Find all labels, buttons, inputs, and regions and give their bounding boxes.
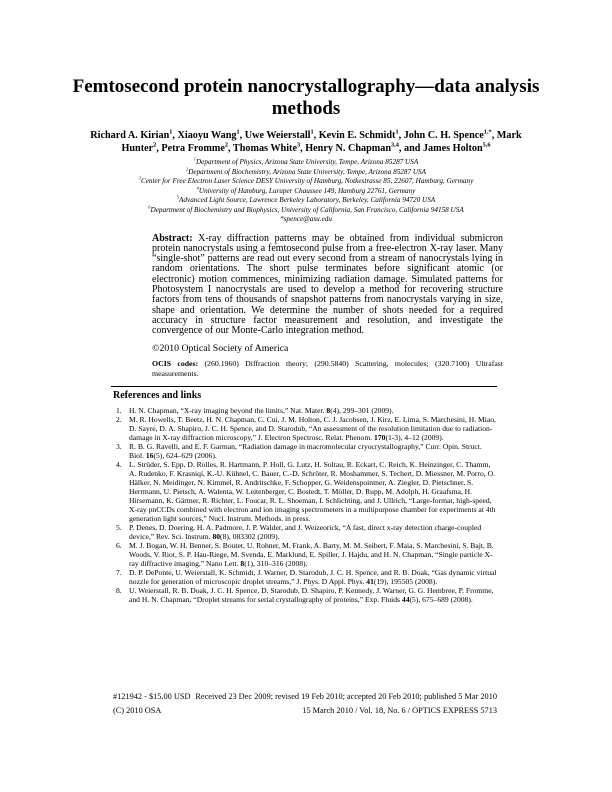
- affiliation-line: $^3$Center for Free Electron Laser Science DESY University of Hamburg, Notkestrasse 85, 22607, Hamburg, Germany: [138, 175, 474, 185]
- references-heading: References and links: [113, 389, 202, 401]
- reference-item: [113, 568, 497, 586]
- reference-text: L. Strüder, S. Epp, D. Rolles, R. Hartmann, P. Holl, G. Lutz, H. Soltau, R. Eckart, C. Reich, K. Heinzinger, C. Thamm, A. Rudenko, F. Krasniqi, K.-U. Kühnel, C. Bauer, C.-D. Schröter, R. Moshammer, S. Techert, D. Miessner, M. Porro, O. Hälker, N. Meidinger, N. Kimmel, R. Andritschke, F. Schopper, G. Weidenspointner, A. Ziegler, D. Pietschner, S. Herrmann, U. Pietsch, A. Walenta, W. Leitenberger, C. Bostedt, T. Möller, D. Rupp, M. Adolph, H. Graafsma, H. Hirsemann, K. Gärtner, R. Richter, L. Foucar, R. L. Shoeman, I. Schlichting, and J. Ullrich, “Large-format, high-speed, X-ray pnCCDs combined with electron and ion imaging spectrometers in a multipurpose chamber for experiments at 4th generation light sources,” Nucl. Instrum. Methods. in press.: [129, 459, 496, 523]
- reference-number: 8.: [116, 585, 122, 595]
- affiliation-line: $^5$Advanced Light Source, Lawrence Berkeley Laboratory, Berkeley, California 94720 USA: [176, 194, 436, 204]
- reference-number: 7.: [116, 567, 122, 577]
- ocis-label: OCIS codes:: [152, 359, 199, 369]
- reference-text: R. B. G. Ravelli, and E. F. Garman, “Radiation damage in macromolecular cryocrystallography,” Curr. Opin. Struct. Biol. 16(5), 624–629 (2006).: [129, 441, 482, 460]
- paper-header: [0, 0, 612, 225]
- reference-text: D. P. DePonte, U. Weierstall, K. Schmidt, J. Warner, D. Starodub, J. C. H. Spence, and R. B. Doak, “Gas dynamic virtual nozzle for generation of microscopic droplet streams,” J. Phys. D Appl. Phys. 41(19), 195505 (2008).: [129, 567, 497, 586]
- reference-text: M. J. Bogan, W. H. Benner, S. Boutet, U. Rohner, M. Frank, A. Barty, M. M. Seibert, F. Maia, S. Marchesini, S. Bajt, B. Woods, V. Riot, S. P. Hau-Riege, M. Svenda, E. Marklund, E. Spiller, J. Hajdu, and H. N. Chapman, “Single particle X-ray diffractive imaging,” Nano Lett. 8(1), 310–316 (2008).: [129, 540, 494, 568]
- page-footer: [113, 690, 497, 717]
- references-list: [113, 406, 497, 604]
- reference-number: 6.: [116, 540, 122, 550]
- reference-number: 3.: [116, 441, 122, 451]
- affiliations-list: [0, 158, 612, 215]
- abstract-label: Abstract:: [152, 232, 193, 244]
- reference-item: [113, 460, 497, 523]
- reference-number: 5.: [116, 522, 122, 532]
- reference-item: [113, 523, 497, 541]
- affiliation-line: $^2$Department of Biochemistry, Arizona State University, Tempe, Arizona 85287 USA: [185, 166, 427, 176]
- reference-number: 2.: [116, 414, 122, 424]
- footer-copyright: (C) 2010 OSA: [113, 705, 162, 715]
- reference-text: M. R. Howells, T. Beetz, H. N. Chapman, C. Cui, J. M. Holton, C. J. Jacobsen, J. Kirz, E. Lima, S. Marchesini, H. Miao, D. Sayre, D. A. Shapiro, J. C. H. Spence, and D. Starodub, “An assessment of the resolution limitation due to radiation-damage in X-ray diffraction microscopy,” J. Electron Spectrosc. Relat. Phenom. 170(1-3), 4–12 (2009).: [129, 414, 496, 442]
- reference-item: [113, 442, 497, 460]
- reference-number: 4.: [116, 459, 122, 469]
- reference-number: 1.: [116, 405, 122, 415]
- page-title: Femtosecond protein nanocrystallography—data analysis methods: [72, 76, 540, 119]
- reference-text: P. Denes, D. Doering, H. A. Padmore, J. P. Walder, and J. Weizeorick, “A fast, direct x-ray detection charge-coupled device,” Rev. Sci. Instrum. 80(8), 083302 (2009).: [129, 522, 482, 541]
- reference-item: [113, 415, 497, 442]
- reference-text: U. Weierstall, R. B. Doak, J. C. H. Spence, D. Starodub, D. Shapiro, P. Kennedy, J. Warner, G. G. Hembree, P. Fromme, and H. N. Chapman, “Droplet streams for serial crystallography of proteins,” Exp. Fluids 44(5), 675–689 (2008).: [129, 585, 494, 604]
- section-divider: [111, 386, 497, 387]
- authors-line: Richard A. Kirian$^1$, Xiaoyu Wang$^1$, Uwe Weierstall$^1$, Kevin E. Schmidt$^1$, John C. H. Spence$^{1,*}$, Mark Hunter$^2$, Petra Fromme$^2$, Thomas White$^3$, Henry N. Chapman$^{3,4}$, and James Holton$^{5,6}$: [90, 128, 522, 154]
- footer-row-citation: [113, 704, 497, 718]
- reference-item: [113, 586, 497, 604]
- affiliation-line: $^4$University of Hamburg, Luruper Chaussee 149, Hamburg 22761, Germany: [196, 185, 416, 195]
- footer-received-info: Received 23 Dec 2009; revised 19 Feb 2010; accepted 20 Feb 2010; published 5 Mar 2010: [195, 692, 497, 701]
- affiliation-line: $^6$Department of Biochemistry and Biophysics, University of California, San Francisco, California 94158 USA: [148, 204, 464, 214]
- abstract-text: X-ray diffraction patterns may be obtained from individual submicron protein nanocrystals using a femtosecond pulse from a free-electron X-ray laser. Many “single-shot” patterns are read out every second from a stream of nanocrystals lying in random orientations. The short pulse terminates before significant atomic (or electronic) motion commences, minimizing radiation damage. Simulated patterns for Photosystem I nanocrystals are used to develop a method for recovering structure factors from tens of thousands of snapshot patterns from nanocrystals varying in size, shape and orientation. We determine the number of shots needed for a required accuracy in structure factor measurement and resolution, and investigate the convergence of our Monte-Carlo integration method.: [152, 232, 504, 337]
- reference-item: [113, 406, 497, 415]
- footer-row-history: [113, 690, 497, 704]
- affiliation-line: $^1$Department of Physics, Arizona State University, Tempe, Arizona 85287 USA: [193, 156, 419, 166]
- reference-item: [113, 541, 497, 568]
- ocis-codes-block: [152, 359, 503, 377]
- footer-citation: 15 March 2010 / Vol. 18, No. 6 / OPTICS EXPRESS 5713: [302, 705, 497, 715]
- abstract-block: [152, 234, 503, 337]
- author-email-link[interactable]: *spence@asu.edu: [280, 215, 332, 223]
- footer-paper-id: #121942 - $15.00 USD: [113, 692, 191, 701]
- copyright-line: ©2010 Optical Society of America: [152, 343, 289, 355]
- reference-text: H. N. Chapman, “X-ray imaging beyond the limits,” Nat. Mater. 8(4), 299–301 (2009).: [129, 405, 394, 415]
- email-line: [0, 215, 612, 225]
- ocis-text: (260.1960) Diffraction theory; (290.5840) Scattering, molecules; (320.7100) Ultrafast measurements.: [152, 359, 503, 378]
